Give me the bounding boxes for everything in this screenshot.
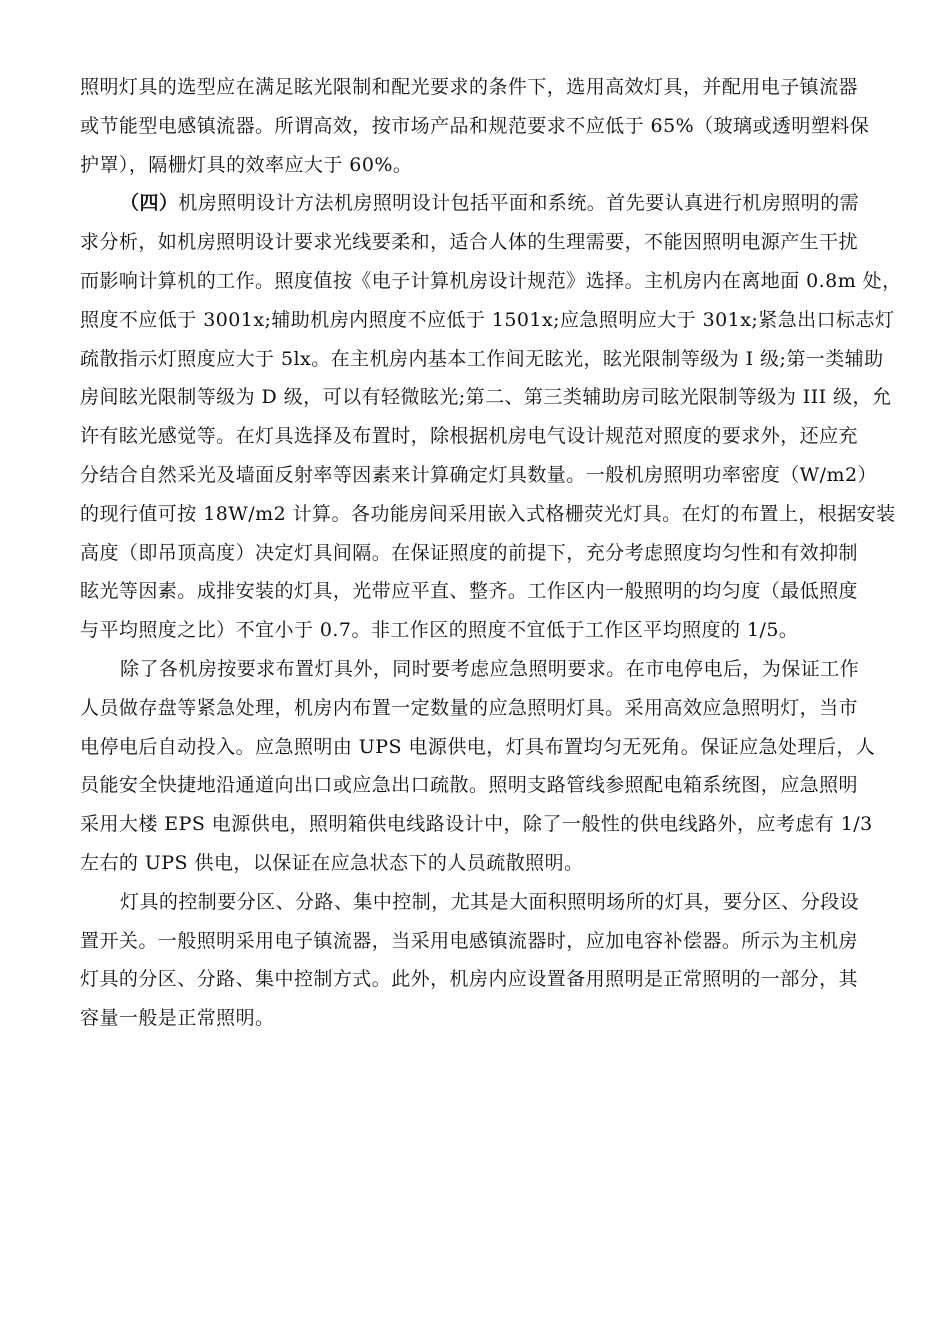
text-line: 高度（即吊顶高度）决定灯具间隔。在保证照度的前提下，充分考虑照度均匀性和有效抑制: [80, 541, 859, 564]
text-line: 分结合自然采光及墙面反射率等因素来计算确定灯具数量。一般机房照明功率密度（W/m2）: [80, 463, 877, 486]
text-line: 除了各机房按要求布置灯具外，同时要考虑应急照明要求。在市电停电后，为保证工作: [120, 657, 860, 680]
paragraph-3: [80, 650, 912, 883]
text-line: 采用大楼 EPS 电源供电，照明箱供电线路设计中，除了一般性的供电线路外，应考虑有 1/3: [80, 813, 873, 836]
paragraph-1: [80, 68, 912, 184]
text-line: 与平均照度之比）不宜小于 0.7。非工作区的照度不宜低于工作区平均照度的 1/5。: [80, 619, 799, 642]
text-line: 的现行值可按 18W/m2 计算。各功能房间采用嵌入式格栅荧光灯具。在灯的布置上，根据安装: [80, 502, 896, 525]
text-line: 许有眩光感觉等。在灯具选择及布置时，除根据机房电气设计规范对照度的要求外，还应充: [80, 425, 859, 448]
text-line: 灯具的分区、分路、集中控制方式。此外，机房内应设置备用照明是正常照明的一部分，其: [80, 968, 859, 991]
text-line: 人员做存盘等紧急处理，机房内布置一定数量的应急照明灯具。采用高效应急照明灯，当市: [80, 696, 859, 719]
text-line: 护罩），隔栅灯具的效率应大于 60%。: [80, 153, 413, 176]
text-line: [80, 184, 912, 223]
text-line: 而影响计算机的工作。照度值按《电子计算机房设计规范》选择。主机房内在离地面 0.8m 处，: [80, 269, 902, 292]
text-line: 求分析，如机房照明设计要求光线要柔和，适合人体的生理需要，不能因照明电源产生干扰: [80, 231, 859, 254]
text-line: 置开关。一般照明采用电子镇流器，当采用电感镇流器时，应加电容补偿器。所示为主机房: [80, 929, 859, 952]
body-text: [80, 68, 912, 1038]
text-line: 电停电后自动投入。应急照明由 UPS 电源供电，灯具布置均匀无死角。保证应急处理后，人: [80, 735, 876, 758]
text-line: 疏散指示灯照度应大于 5lx。在主机房内基本工作间无眩光，眩光限制等级为 I 级;第一类辅助: [80, 347, 884, 370]
text-span: 机房照明设计方法机房照明设计包括平面和系统。首先要认真进行机房照明的需: [178, 192, 860, 215]
text-line: 或节能型电感镇流器。所谓高效，按市场产品和规范要求不应低于 65%（玻璃或透明塑料保: [80, 114, 870, 137]
text-line: 员能安全快捷地沿通道向出口或应急出口疏散。照明支路管线参照配电箱系统图，应急照明: [80, 774, 859, 797]
text-line: 照明灯具的选型应在满足眩光限制和配光要求的条件下，选用高效灯具，并配用电子镇流器: [80, 76, 859, 98]
text-line: 眩光等因素。成排安装的灯具，光带应平直、整齐。工作区内一般照明的均匀度（最低照度: [80, 580, 859, 603]
paragraph-4: [80, 883, 912, 1038]
text-line: 照度不应低于 3001x;辅助机房内照度不应低于 1501x;应急照明应大于 301x;紧急出口标志灯: [80, 308, 895, 331]
text-line: 左右的 UPS 供电，以保证在应急状态下的人员疏散照明。: [80, 851, 584, 874]
section-heading: （四）: [120, 192, 179, 215]
text-line: 房间眩光限制等级为 D 级，可以有轻微眩光;第二、第三类辅助房司眩光限制等级为 III 级，允: [80, 386, 892, 409]
text-line: 容量一般是正常照明。: [80, 1007, 275, 1030]
text-line: 灯具的控制要分区、分路、集中控制，尤其是大面积照明场所的灯具，要分区、分段设: [120, 890, 860, 913]
paragraph-2: [80, 184, 912, 650]
